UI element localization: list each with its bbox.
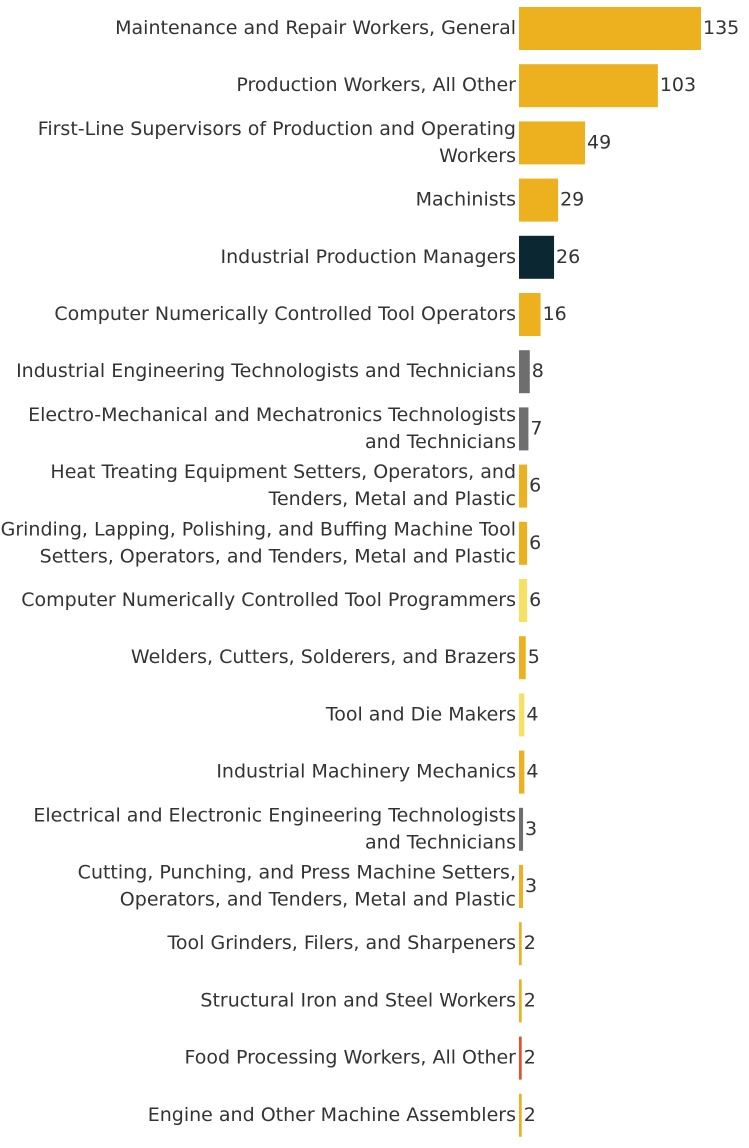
bar bbox=[519, 636, 526, 679]
category-label-line: Cutting, Punching, and Press Machine Setters, bbox=[77, 861, 516, 884]
category-label bbox=[33, 804, 516, 853]
bar bbox=[519, 922, 522, 965]
bar-row bbox=[50, 461, 541, 510]
category-label-line: Tool Grinders, Filers, and Sharpeners bbox=[167, 932, 516, 955]
category-label-line: Grinding, Lapping, Polishing, and Buffing Machine Tool bbox=[0, 518, 516, 541]
category-label-line: Maintenance and Repair Workers, General bbox=[115, 17, 516, 39]
bar bbox=[519, 1094, 522, 1137]
category-label bbox=[167, 932, 516, 954]
bar-row bbox=[236, 64, 696, 107]
bar bbox=[519, 350, 530, 393]
category-label bbox=[416, 189, 516, 211]
category-label bbox=[115, 17, 516, 39]
bar-row bbox=[167, 922, 536, 965]
value-label: 4 bbox=[526, 703, 539, 726]
category-label bbox=[221, 246, 516, 268]
category-label bbox=[216, 761, 516, 783]
bar bbox=[519, 979, 522, 1022]
category-label-line: Electrical and Electronic Engineering Technologists bbox=[33, 804, 516, 827]
bar bbox=[519, 7, 701, 50]
category-label bbox=[1, 518, 516, 567]
category-label-line: First-Line Supervisors of Production and Operating bbox=[37, 117, 516, 140]
bar-row bbox=[148, 1094, 536, 1137]
category-label-line: Engine and Other Machine Assemblers bbox=[147, 1103, 516, 1126]
value-label: 4 bbox=[526, 760, 539, 783]
value-label: 8 bbox=[531, 360, 544, 383]
value-label: 3 bbox=[525, 817, 538, 840]
category-label bbox=[184, 1047, 516, 1069]
bar bbox=[519, 121, 585, 164]
category-label-line: and Technicians bbox=[365, 430, 516, 453]
category-label bbox=[325, 703, 516, 725]
value-label: 29 bbox=[560, 188, 585, 211]
bar bbox=[519, 693, 524, 736]
category-label bbox=[16, 360, 516, 382]
category-label bbox=[28, 404, 516, 453]
bar bbox=[519, 1037, 522, 1080]
category-label bbox=[131, 646, 516, 668]
value-label: 6 bbox=[529, 531, 542, 554]
value-label: 2 bbox=[523, 932, 536, 955]
value-label: 2 bbox=[523, 1046, 536, 1069]
value-label: 135 bbox=[703, 17, 740, 39]
value-label: 6 bbox=[529, 589, 542, 611]
category-label-line: Industrial Machinery Mechanics bbox=[216, 760, 516, 783]
category-label bbox=[78, 862, 516, 911]
category-label-line: and Technicians bbox=[365, 831, 516, 854]
category-label-line: Industrial Engineering Technologists and Technicians bbox=[16, 360, 516, 383]
value-label: 26 bbox=[556, 245, 581, 268]
bar bbox=[519, 808, 523, 851]
bar-row bbox=[16, 350, 544, 393]
bar-row bbox=[200, 979, 535, 1022]
bar-row bbox=[21, 579, 541, 622]
category-label-line: Workers bbox=[439, 144, 516, 167]
bar-row bbox=[38, 118, 611, 167]
bar-row bbox=[28, 404, 542, 453]
bar-row bbox=[325, 693, 539, 736]
value-label: 2 bbox=[523, 1103, 536, 1126]
value-label: 2 bbox=[523, 989, 536, 1012]
bar bbox=[519, 236, 554, 279]
bar bbox=[519, 179, 558, 222]
category-label-line: Heat Treating Equipment Setters, Operators, and bbox=[50, 461, 516, 484]
category-label bbox=[148, 1104, 516, 1126]
bar bbox=[519, 465, 527, 508]
bar-row bbox=[416, 179, 585, 222]
bar bbox=[519, 751, 524, 794]
bar-row bbox=[54, 293, 566, 336]
value-label: 6 bbox=[529, 474, 542, 497]
category-label-line: Production Workers, All Other bbox=[236, 74, 516, 97]
bar bbox=[519, 522, 527, 565]
bar-row bbox=[115, 7, 739, 50]
category-label-line: Setters, Operators, and Tenders, Metal and Plastic bbox=[39, 545, 516, 568]
bar bbox=[519, 64, 658, 107]
bar-row bbox=[33, 804, 537, 853]
category-label bbox=[236, 74, 516, 96]
value-label: 3 bbox=[525, 875, 538, 897]
category-label-line: Tool and Die Makers bbox=[325, 703, 516, 726]
bar bbox=[519, 579, 527, 622]
value-label: 16 bbox=[542, 303, 567, 325]
category-label-line: Welders, Cutters, Solderers, and Brazers bbox=[130, 646, 516, 669]
bar bbox=[519, 865, 523, 908]
category-label bbox=[38, 118, 516, 167]
bar-row bbox=[221, 236, 581, 279]
value-label: 7 bbox=[530, 417, 543, 440]
category-label bbox=[200, 989, 516, 1011]
category-label-line: Electro-Mechanical and Mechatronics Technologists bbox=[28, 403, 516, 426]
bar-row bbox=[1, 518, 542, 567]
bar-row bbox=[78, 862, 537, 911]
category-label-line: Machinists bbox=[415, 188, 516, 211]
category-label-line: Computer Numerically Controlled Tool Programmers bbox=[21, 589, 516, 611]
value-label: 103 bbox=[659, 74, 697, 97]
bar bbox=[519, 293, 541, 336]
value-label: 5 bbox=[527, 646, 540, 669]
bar-row bbox=[184, 1037, 535, 1080]
bar-row bbox=[131, 636, 540, 679]
value-label: 49 bbox=[587, 131, 612, 154]
category-label-line: Tenders, Metal and Plastic bbox=[268, 488, 516, 511]
category-label-line: Industrial Production Managers bbox=[220, 245, 516, 268]
category-label-line: Structural Iron and Steel Workers bbox=[200, 989, 516, 1012]
category-label-line: Food Processing Workers, All Other bbox=[184, 1046, 516, 1069]
category-label bbox=[50, 461, 516, 510]
category-label-line: Computer Numerically Controlled Tool Operators bbox=[54, 303, 516, 325]
bar-row bbox=[216, 751, 538, 794]
bar bbox=[519, 407, 528, 450]
category-label bbox=[21, 589, 516, 611]
category-label bbox=[54, 303, 516, 325]
category-label-line: Operators, and Tenders, Metal and Plastic bbox=[119, 888, 516, 911]
